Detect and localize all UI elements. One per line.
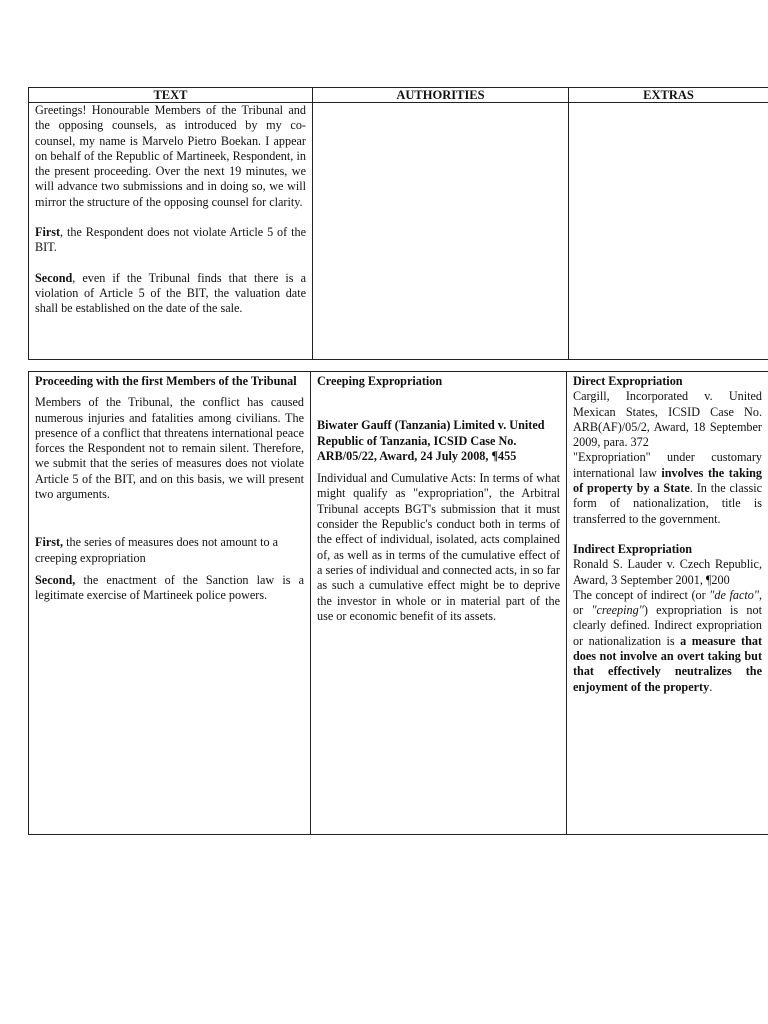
section-heading: Proceeding with the first Members of the Tribunal bbox=[35, 374, 297, 388]
direct-case: Cargill, Incorporated v. United Mexican States, ICSID Case No. ARB(AF)/05/2, Award, 18 September 2009, para. 372 bbox=[573, 389, 762, 450]
expropriation-table bbox=[28, 371, 768, 835]
intro-paragraph: Greetings! Honourable Members of the Tribunal and the opposing counsels, as introduced by my co-counsel, my name is Marvelo Pietro Boekan. I appear on behalf of the Republic of Martineek, Respondent, in the present proceeding. Over the next 19 minutes, we will advance two submissions and in doing so, we will mirror the structure of the opposing counsel for clarity. bbox=[35, 103, 306, 209]
text-cell bbox=[29, 372, 311, 835]
authorities-cell bbox=[311, 372, 567, 835]
extras-cell bbox=[567, 372, 768, 835]
second-argument: Second, the enactment of the Sanction law is a legitimate exercise of Martineek police powers. bbox=[35, 572, 304, 603]
argument-paragraph: Members of the Tribunal, the conflict has caused numerous injuries and fatalities among civilians. The presence of a conflict that threatens international peace forces the Respondent not to remain silent. Therefore, we submit that the series of measures does not violate Article 5 of the BIT, and on this basis, we will present two arguments. bbox=[35, 395, 304, 502]
authorities-cell bbox=[313, 103, 569, 360]
direct-text: "Expropriation" under customary international law involves the taking of property by a State. In the classic form of nationalization, title is transferred to the government. bbox=[573, 450, 762, 526]
first-submission: First, the Respondent does not violate Article 5 of the BIT. bbox=[35, 225, 306, 255]
case-citation: Biwater Gauff (Tanzania) Limited v. United Republic of Tanzania, ICSID Case No. ARB/05/22, Award, 24 July 2008, ¶455 bbox=[317, 418, 545, 463]
indirect-heading: Indirect Expropriation bbox=[573, 541, 693, 556]
indirect-case: Ronald S. Lauder v. Czech Republic, Award, 3 September 2001, ¶200 bbox=[573, 557, 762, 587]
authority-heading: Creeping Expropriation bbox=[317, 374, 443, 388]
direct-heading: Direct Expropriation bbox=[573, 374, 683, 388]
first-argument: First, the series of measures does not amount to a creeping expropriation bbox=[35, 535, 279, 565]
header-row bbox=[29, 88, 768, 103]
header-extras: EXTRAS bbox=[569, 88, 768, 103]
header-text: TEXT bbox=[29, 88, 313, 103]
text-cell bbox=[29, 103, 313, 360]
header-authorities: AUTHORITIES bbox=[313, 88, 569, 103]
indirect-text: The concept of indirect (or "de facto", or "creeping") expropriation is not clearly defined. Indirect expropriation or nationalization is a measure that does not involve an overt taking but that effectively neutralizes the enjoyment of the property. bbox=[573, 587, 763, 694]
extras-cell bbox=[569, 103, 768, 360]
second-submission: Second, even if the Tribunal finds that there is a violation of Article 5 of the BIT, the valuation date shall be established on the date of the sale. bbox=[35, 270, 306, 316]
submissions-table bbox=[28, 87, 768, 360]
case-excerpt: Individual and Cumulative Acts: In terms of what might qualify as "expropriation", the Arbitral Tribunal accepts BGT's submission that it must consider the Republic's conduct both in terms of the effect of individual, isolated, acts complained of, as well as in terms of the cumulative effect of a series of individual and connected acts, in so far as such a cumulative effect might be to deprive the investor in whole or in material part of the use or economic benefit of its assets. bbox=[317, 471, 560, 623]
table-row bbox=[29, 372, 768, 835]
table-row bbox=[29, 103, 768, 360]
